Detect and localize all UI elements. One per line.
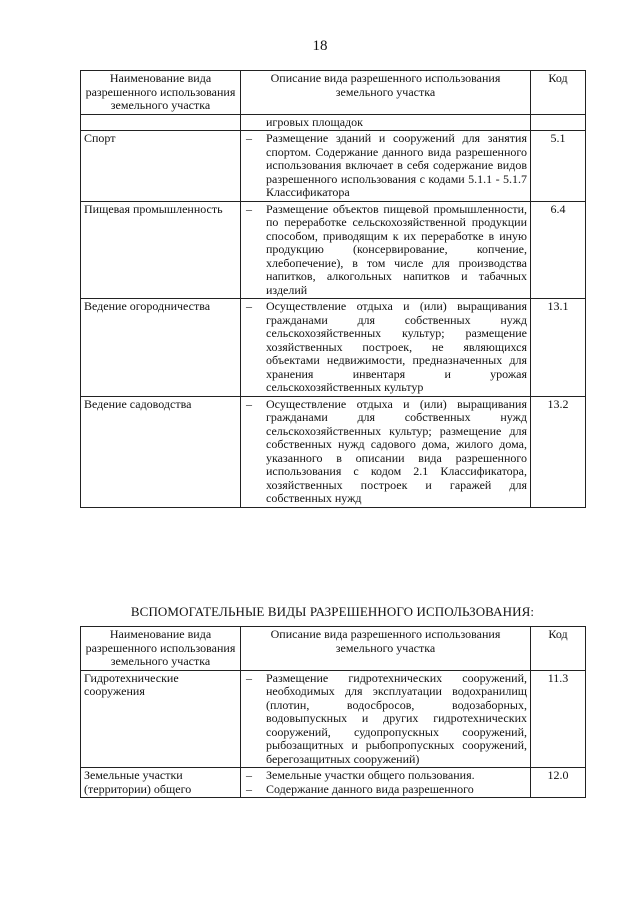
description-text: Осуществление отдыха и (или) выращивания гражданами для собственных нужд сельскохозяйственных культур; размещение для собственных нужд садового дома, жилого дома, указанного в описании вида разрешенного использования с кодом 2.1 Классификатора, хозяйственных построек и гаражей для собственных нужд [266,396,527,505]
use-description [241,131,531,202]
table-header-row [81,71,586,115]
use-description [241,768,531,798]
permitted-use-table-auxiliary [80,626,586,798]
use-code: 13.2 [531,396,586,507]
use-name: Ведение садоводства [81,396,241,507]
bullet-dash: – [246,670,252,685]
table-row [81,396,586,507]
description-text: Размещение гидротехнических сооружений, необходимых для эксплуатации водохранилищ (плотин, водосбросов, водозаборных, водовыпускных и других гидротехнических сооружений, судопропускных сооружений, рыбозащитных и рыбопропускных сооружений, берегозащитных сооружений) [266,670,527,766]
use-name: Пищевая промышленность [81,201,241,299]
header-description: Описание вида разрешенного использования земельного участка [241,627,531,671]
bullet-dash: – [246,299,252,313]
header-name: Наименование вида разрешенного использования земельного участка [81,627,241,671]
table-row [81,299,586,397]
header-code: Код [531,627,586,671]
use-name: Ведение огородничества [81,299,241,397]
use-description [241,670,531,768]
use-code: 13.1 [531,299,586,397]
continuation-row [81,114,586,131]
use-description [241,201,531,299]
header-description: Описание вида разрешенного использования земельного участка [241,71,531,115]
description-text: Размещение объектов пищевой промышленности, по переработке сельскохозяйственной продукции способом, приводящим к их переработке в иную продукцию (консервирование, копчение, хлебопечение), в том числе для производства напитков, алкогольных напитков и табачных изделий [266,201,527,297]
use-name: Спорт [81,131,241,202]
use-code: 12.0 [531,768,586,798]
description-text: Осуществление отдыха и (или) выращивания гражданами для собственных нужд сельскохозяйственных культур; размещение хозяйственных построек, не являющихся объектами недвижимости, предназначенных для хранения инвентаря и урожая сельскохозяйственных культур [266,299,527,394]
table-header-row [81,627,586,671]
use-code: 6.4 [531,201,586,299]
bullet-dash: – [246,396,252,411]
bullet-dash: – [246,201,252,216]
use-code: 5.1 [531,131,586,202]
permitted-use-table-main [80,70,586,508]
table-row [81,201,586,299]
header-code: Код [531,71,586,115]
description-text: Размещение зданий и сооружений для занятия спортом. Содержание данного вида разрешенного использования включает в себя содержание видов разрешенного использования с кодами 5.1.1 - 5.1.7 Классификатора [266,131,527,199]
use-name: Гидротехнические сооружения [81,670,241,768]
bullet-dash: – [246,768,252,782]
table-row [81,131,586,202]
bullet-dash: – [246,781,252,796]
continuation-text: игровых площадок [266,114,363,129]
description-text: Содержание данного вида разрешенного [266,781,474,796]
table-row [81,768,586,798]
section-heading: ВСПОМОГАТЕЛЬНЫЕ ВИДЫ РАЗРЕШЕННОГО ИСПОЛЬЗОВАНИЯ: [130,604,535,619]
bullet-dash: – [246,131,252,145]
use-name: Земельные участки (территории) общего [81,768,241,798]
page-number: 18 [312,38,328,54]
description-text: Земельные участки общего пользования. [266,768,475,782]
header-name: Наименование вида разрешенного использования земельного участка [81,71,241,115]
use-description [241,396,531,507]
use-code: 11.3 [531,670,586,768]
use-description [241,299,531,397]
table-row [81,670,586,768]
